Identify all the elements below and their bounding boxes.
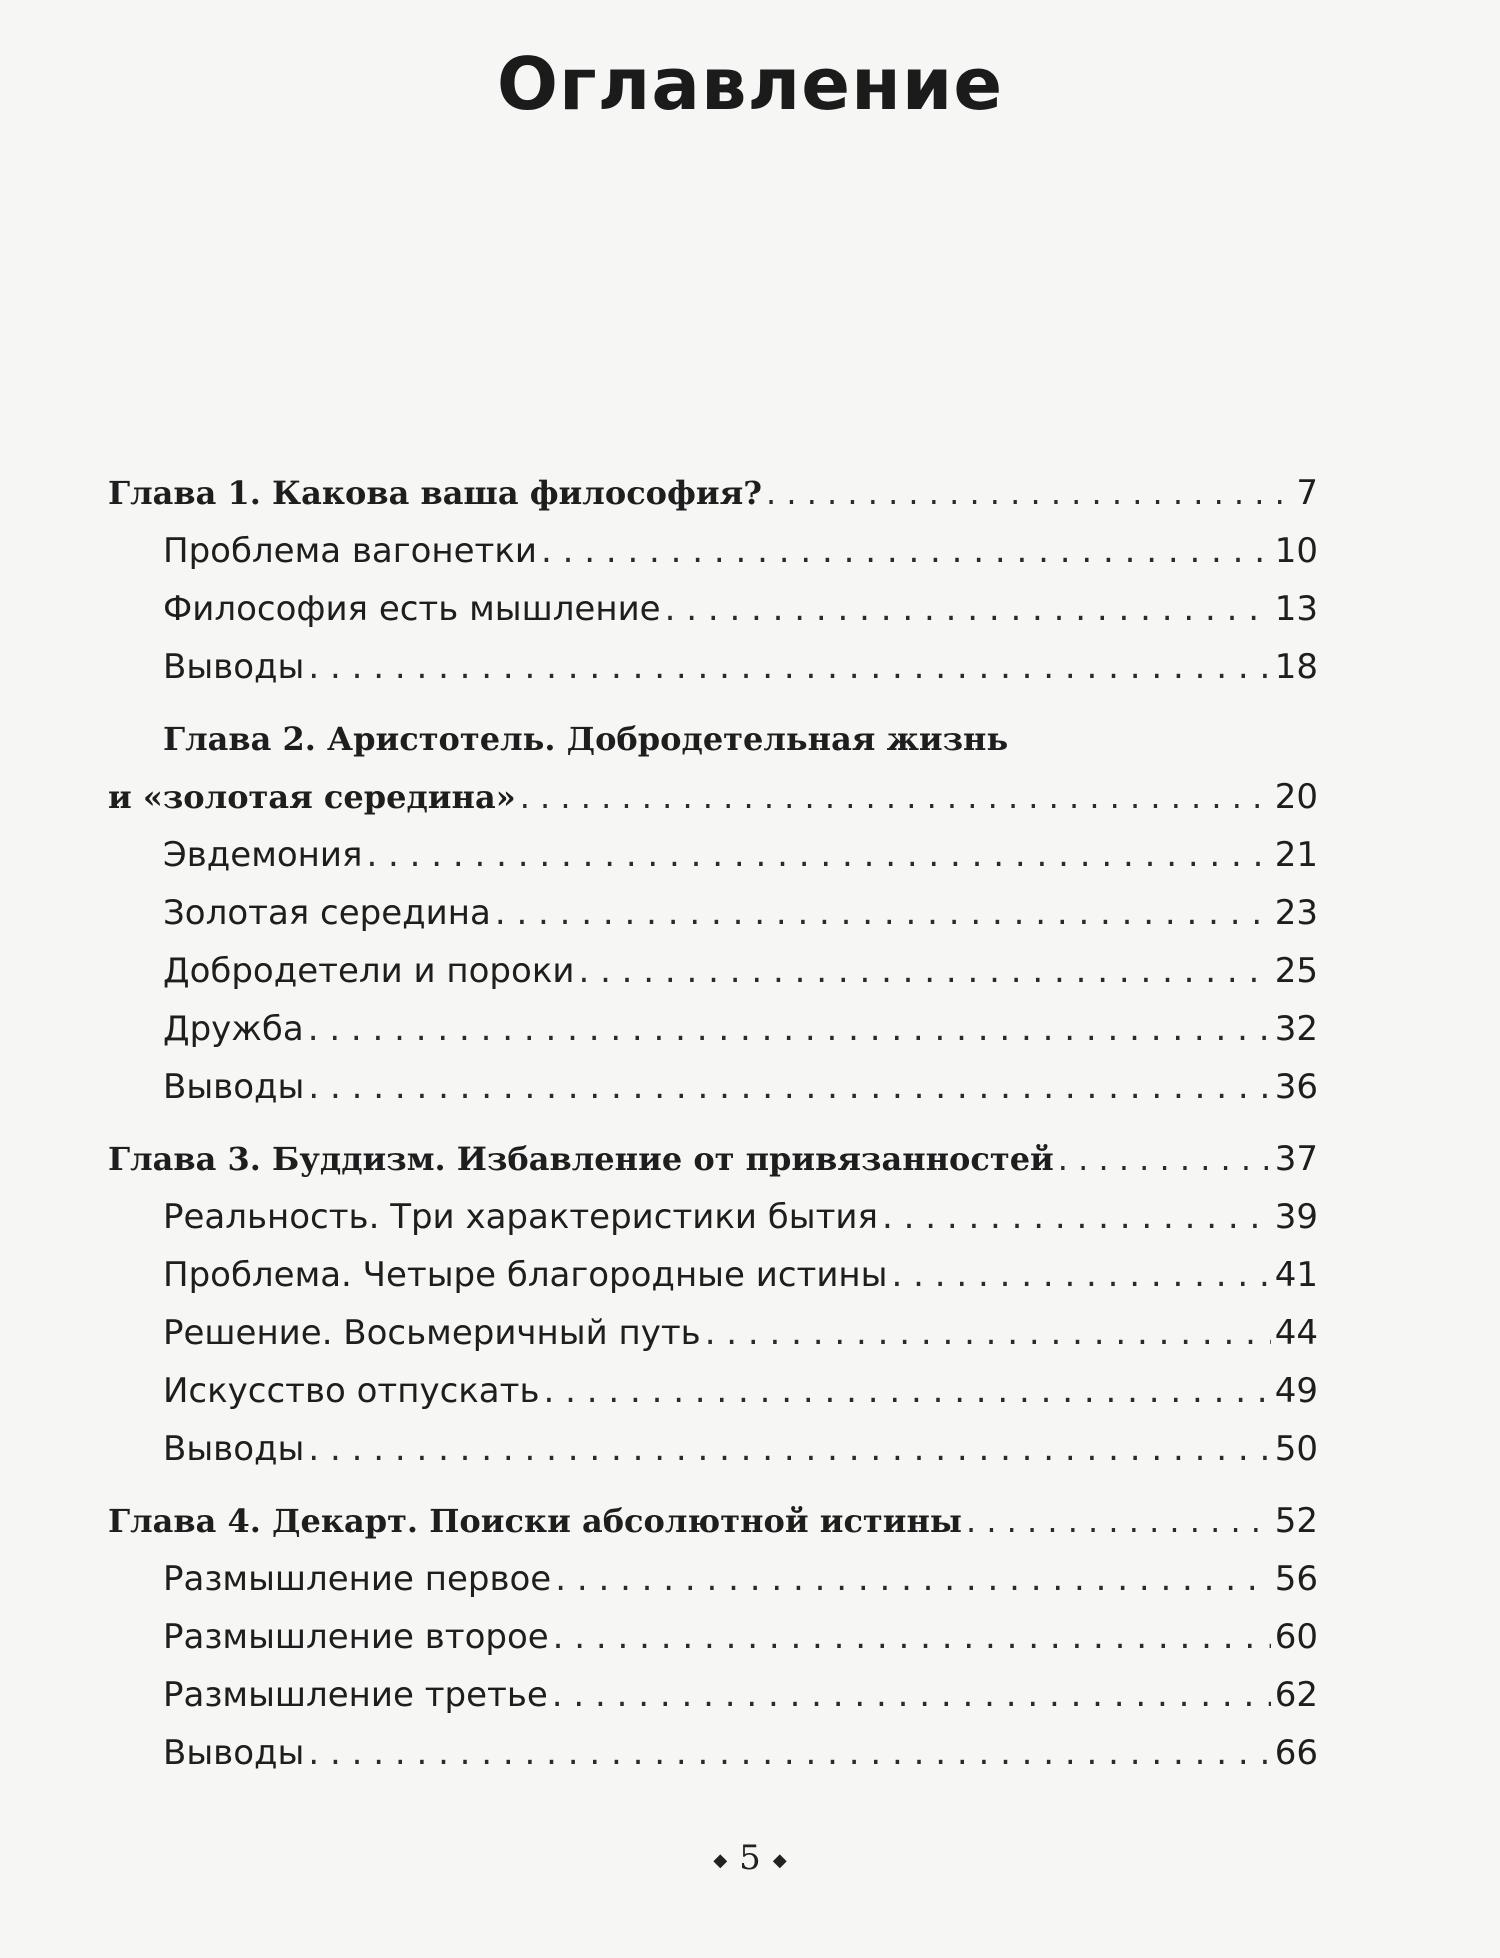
toc-section-title: Решение. Восьмеричный путь (163, 1313, 701, 1353)
dot-leader (705, 1304, 1271, 1362)
toc-section-entry (108, 522, 1318, 580)
toc-section-entry (108, 1188, 1318, 1246)
toc-section-title: Выводы (163, 1429, 305, 1469)
toc-section-title: Дружба (163, 1009, 304, 1049)
toc-section-entry (108, 580, 1318, 638)
toc-section-entry (108, 1666, 1318, 1724)
dot-leader (553, 1608, 1271, 1666)
toc-section-entry (108, 1058, 1318, 1116)
table-of-contents (108, 464, 1318, 1782)
toc-section-entry (108, 1724, 1318, 1782)
dot-leader (308, 1000, 1271, 1058)
dot-leader (665, 580, 1271, 638)
page-footer (0, 1838, 1500, 1878)
dot-leader (308, 638, 1270, 696)
toc-page-number: 41 (1274, 1255, 1318, 1295)
toc-section-title: Выводы (163, 1733, 305, 1773)
toc-page-number: 60 (1274, 1617, 1318, 1657)
toc-section-title: Добродетели и пороки (163, 951, 575, 991)
toc-section-entry (108, 1420, 1318, 1478)
toc-chapter-entry (108, 1492, 1318, 1550)
toc-chapter-title: и «золотая середина» (108, 778, 516, 816)
dot-leader (520, 768, 1271, 826)
toc-page-number: 66 (1274, 1733, 1318, 1773)
page-number: 5 (739, 1838, 761, 1878)
dot-leader (766, 464, 1292, 522)
toc-section-entry (108, 1362, 1318, 1420)
toc-section-entry (108, 884, 1318, 942)
toc-section-title: Размышление первое (163, 1559, 552, 1599)
toc-page-number: 25 (1274, 951, 1318, 991)
dot-leader (555, 1550, 1271, 1608)
toc-section-title: Размышление второе (163, 1617, 549, 1657)
dot-leader (495, 884, 1271, 942)
toc-chapter-entry (108, 464, 1318, 522)
toc-section-entry (108, 638, 1318, 696)
ornament-right-icon: ◆ (772, 1849, 787, 1871)
page-title: Оглавление (496, 42, 1004, 126)
toc-section-entry (108, 1246, 1318, 1304)
toc-section-title: Выводы (163, 1067, 305, 1107)
toc-chapter-title: Глава 1. Какова ваша философия? (108, 474, 762, 512)
toc-section-entry (108, 1000, 1318, 1058)
toc-section-entry (108, 1550, 1318, 1608)
toc-page-number: 56 (1274, 1559, 1318, 1599)
toc-section-title: Искусство отпускать (163, 1371, 540, 1411)
toc-page-number: 39 (1274, 1197, 1318, 1237)
toc-page-number: 13 (1274, 589, 1318, 629)
toc-page-number: 10 (1274, 531, 1318, 571)
toc-chapter-title: Глава 3. Буддизм. Избавление от привязанностей (108, 1140, 1054, 1178)
toc-page-number: 32 (1274, 1009, 1318, 1049)
toc-section-title: Золотая середина (163, 893, 491, 933)
toc-page-number: 37 (1274, 1139, 1318, 1179)
dot-leader (541, 522, 1271, 580)
toc-page-number: 7 (1296, 473, 1318, 513)
toc-section-title: Философия есть мышление (163, 589, 661, 629)
dot-leader (308, 1058, 1270, 1116)
dot-leader (892, 1246, 1271, 1304)
toc-section-title: Проблема вагонетки (163, 531, 537, 571)
ornament-left-icon: ◆ (713, 1849, 728, 1871)
toc-page-number: 50 (1274, 1429, 1318, 1469)
toc-section-entry (108, 1608, 1318, 1666)
toc-page-number: 36 (1274, 1067, 1318, 1107)
dot-leader (544, 1362, 1271, 1420)
dot-leader (966, 1492, 1271, 1550)
toc-section-title: Выводы (163, 647, 305, 687)
dot-leader (552, 1666, 1271, 1724)
toc-section-entry (108, 942, 1318, 1000)
toc-page-number: 23 (1274, 893, 1318, 933)
toc-chapter-entry (108, 768, 1318, 826)
toc-section-title: Реальность. Три характеристики бытия (163, 1197, 878, 1237)
toc-page-number: 21 (1274, 835, 1318, 875)
toc-chapter-title-line: Глава 2. Аристотель. Добродетельная жизнь (163, 720, 1009, 758)
dot-leader (1058, 1130, 1271, 1188)
toc-chapter-entry (108, 1130, 1318, 1188)
dot-leader (366, 826, 1270, 884)
toc-page-number: 62 (1274, 1675, 1318, 1715)
dot-leader (308, 1724, 1270, 1782)
dot-leader (308, 1420, 1270, 1478)
toc-page-number: 18 (1274, 647, 1318, 687)
toc-section-entry (108, 826, 1318, 884)
toc-chapter-title: Глава 4. Декарт. Поиски абсолютной истины (108, 1502, 962, 1540)
toc-page-number: 44 (1274, 1313, 1318, 1353)
toc-section-entry (108, 1304, 1318, 1362)
dot-leader (578, 942, 1270, 1000)
toc-section-title: Размышление третье (163, 1675, 548, 1715)
toc-page-number: 52 (1274, 1501, 1318, 1541)
toc-section-title: Проблема. Четыре благородные истины (163, 1255, 888, 1295)
toc-section-title: Эвдемония (163, 835, 363, 875)
toc-page-number: 20 (1274, 777, 1318, 817)
dot-leader (882, 1188, 1271, 1246)
toc-page-number: 49 (1274, 1371, 1318, 1411)
